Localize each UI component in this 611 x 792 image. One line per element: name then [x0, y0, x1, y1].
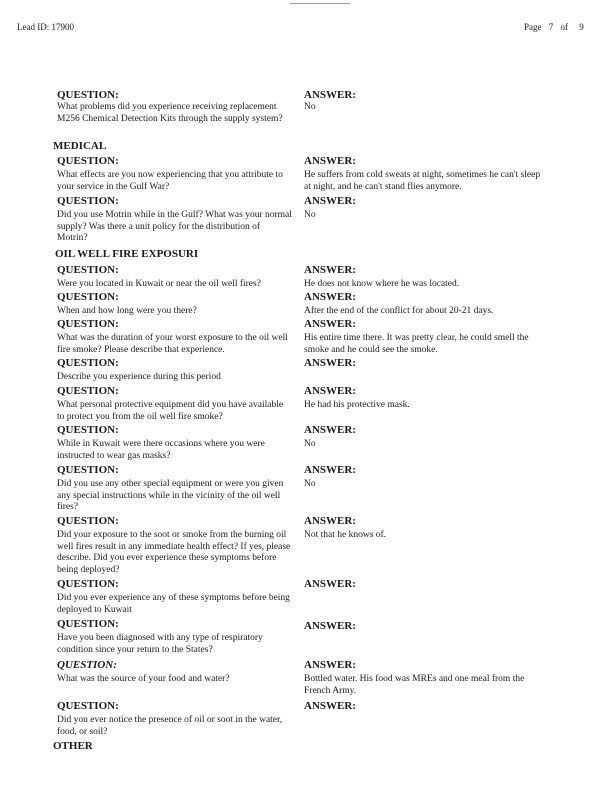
answer-text: After the end of the conflict for about 20-21 days. — [304, 306, 494, 316]
question-text: Did you ever notice the presence of oil or soot in the water, food, or soil? — [57, 715, 283, 737]
of-label: of — [560, 22, 568, 32]
question-text: Have you been diagnosed with any type of respiratory condition since your return to the States? — [57, 633, 263, 655]
answer-label: ANSWER: — [304, 700, 356, 712]
question-label: QUESTION: — [57, 700, 119, 712]
page-total: 9 — [579, 22, 584, 32]
section-heading-medical: MEDICAL — [53, 140, 107, 152]
answer-label: ANSWER: — [304, 291, 356, 303]
question-label: QUESTION: — [57, 155, 119, 167]
question-label: QUESTION: — [57, 291, 119, 303]
question-label: QUESTION: — [57, 89, 119, 101]
answer-label: ANSWER: — [304, 264, 356, 276]
answer-label: ANSWER: — [304, 464, 356, 476]
answer-label: ANSWER: — [304, 620, 356, 632]
answer-label: ANSWER: — [304, 195, 356, 207]
question-text: Did you use any other special equipment or were you given any special instructions while in the vicinity of the oil well fires? — [57, 479, 284, 513]
question-label: QUESTION: — [57, 659, 117, 671]
question-label: QUESTION: — [57, 264, 119, 276]
question-label: QUESTION: — [57, 515, 119, 527]
answer-label: ANSWER: — [304, 385, 356, 397]
answer-text: No — [304, 210, 316, 220]
answer-text: He had his protective mask. — [304, 400, 410, 410]
question-label: QUESTION: — [57, 424, 119, 436]
answer-label: ANSWER: — [304, 424, 356, 436]
page-label: Page — [524, 22, 542, 32]
answer-text: Bottled water. His food was MREs and one meal from the French Army. — [304, 674, 525, 696]
question-text: What effects are you now experiencing that you attribute to your service in the Gulf War? — [57, 170, 283, 192]
lead-id: Lead ID: 17900 — [17, 22, 74, 32]
question-text: Were you located in Kuwait or near the oil well fires? — [57, 279, 261, 289]
question-text: What was the source of your food and water? — [57, 674, 230, 684]
answer-label: ANSWER: — [304, 89, 356, 101]
section-heading-other: OTHER — [53, 740, 93, 752]
question-text: What personal protective equipment did you have available to protect you from the oil well fire smoke? — [57, 400, 284, 422]
answer-label: ANSWER: — [304, 318, 356, 330]
answer-label: ANSWER: — [304, 357, 356, 369]
answer-text: His entire time there. It was pretty clear, he could smell the smoke and he could see the smoke. — [304, 333, 529, 355]
page-indicator — [524, 22, 584, 32]
answer-text: No — [304, 439, 316, 449]
question-label: QUESTION: — [57, 385, 119, 397]
answer-label: ANSWER: — [304, 659, 356, 671]
question-text: What problems did you experience receiving replacement M256 Chemical Detection Kits through the supply system? — [57, 102, 283, 124]
question-text: Did your exposure to the soot or smoke from the burning oil well fires result in any immediate health effect? If yes, please describe. Did you ever experience these symptoms before being deployed? — [57, 530, 291, 575]
answer-label: ANSWER: — [304, 578, 356, 590]
question-label: QUESTION: — [57, 318, 119, 330]
answer-text: Not that he knows of. — [304, 530, 387, 540]
page-number: 7 — [548, 22, 554, 32]
question-text: Did you ever experience any of these symptoms before being deployed to Kuwait — [57, 593, 290, 615]
question-label: QUESTION: — [57, 578, 119, 590]
answer-text: No — [304, 479, 316, 489]
question-text: Did you use Motrin while in the Gulf? What was your normal supply? Was there a unit policy for the distribution of Motrin? — [57, 210, 292, 244]
answer-text: No — [304, 102, 316, 112]
question-text: When and how long were you there? — [57, 306, 197, 316]
section-heading-oil-well: OIL WELL FIRE EXPOSURI — [55, 248, 199, 260]
question-label: QUESTION: — [57, 357, 119, 369]
question-label: QUESTION: — [57, 618, 119, 630]
question-label: QUESTION: — [57, 195, 119, 207]
answer-text: He suffers from cold sweats at night, sometimes he can't sleep at night, and he can't stand flies anymore. — [304, 170, 541, 192]
question-text: While in Kuwait were there occasions where you were instructed to wear gas masks? — [57, 439, 265, 461]
question-label: QUESTION: — [57, 464, 119, 476]
answer-text: He does not know where he was located. — [304, 279, 460, 289]
top-rule — [290, 3, 350, 4]
answer-label: ANSWER: — [304, 155, 356, 167]
answer-label: ANSWER: — [304, 515, 356, 527]
question-text: What was the duration of your worst exposure to the oil well fire smoke? Please describe that experience. — [57, 333, 288, 355]
question-text: Describe you experience during this period — [57, 372, 221, 382]
